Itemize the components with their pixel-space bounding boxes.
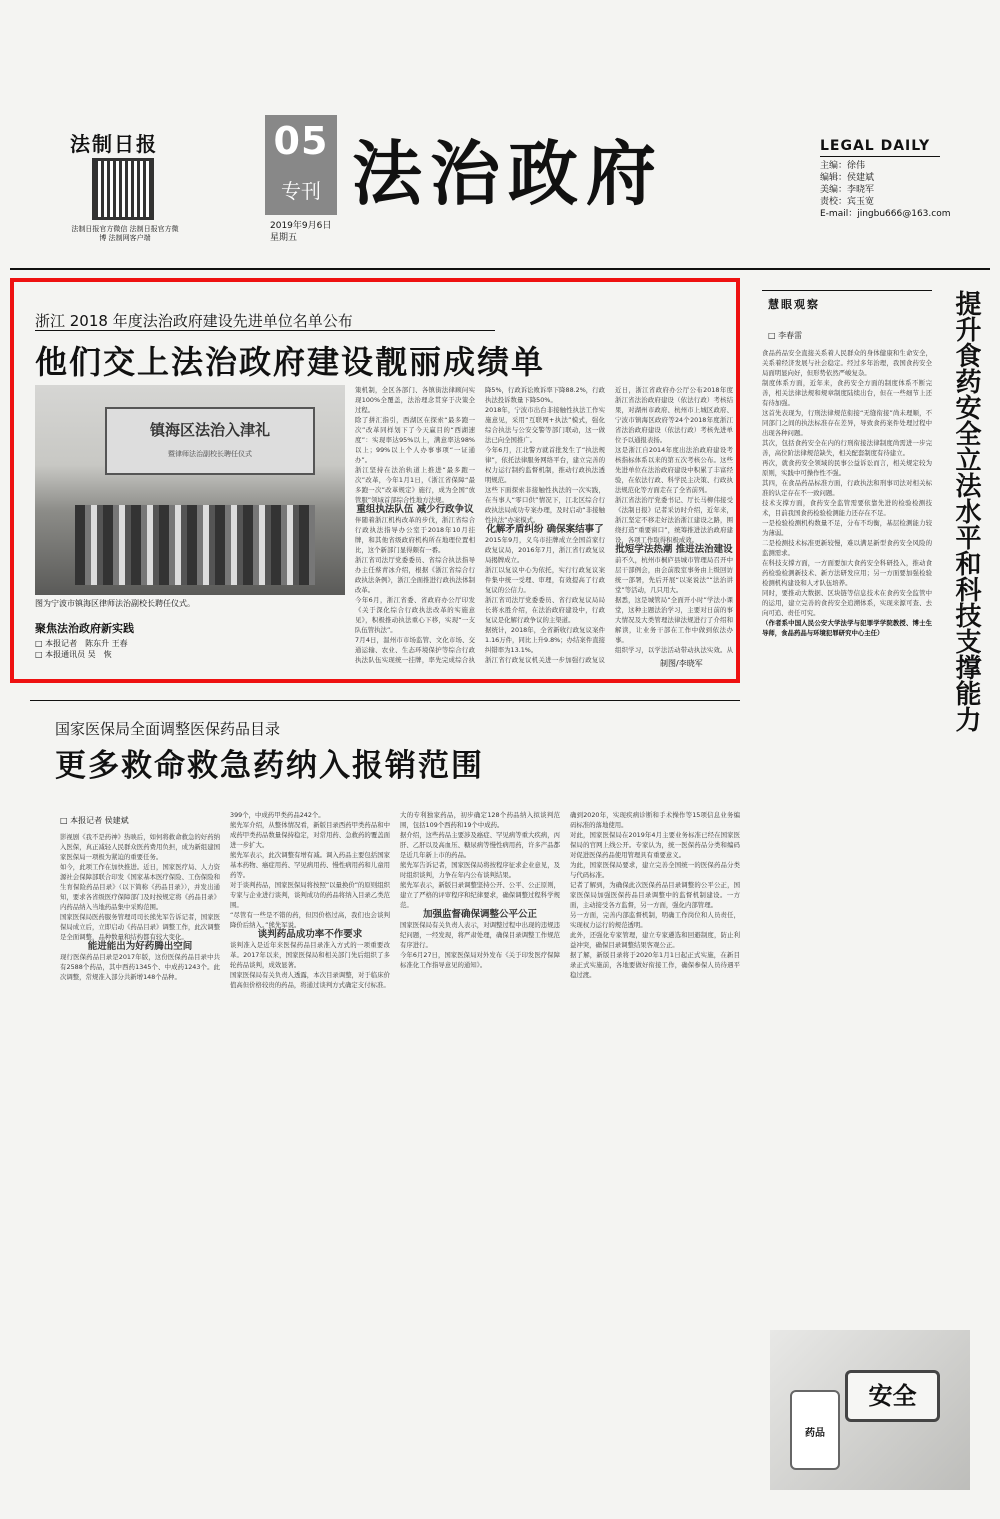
paragraph: 除了拼汇指引，西湖区在探索“最多跑一次”改革同样划下了今天赢目的“西湖速度”：实现率达95%以上，满意率达98%以上；99%以上个人办事事项“一证通办”。 [355, 416, 475, 464]
paragraph: 如今，此项工作在加快推进。近日，国家医疗局、人力资源社会保障部联合印发《国家基本医疗保险、工伤保险和生育保险药品目录》（以下简称《药品目录》），并发出通知，要求各省级医疗保障部门及时按规定将《药品目录》内药品纳入当地药品集中采购范围。 [60, 863, 220, 911]
paragraph: 另一方面，完善内部监督机制，明确工作岗位和人员责任，实现权力运行的规范透明。 [570, 911, 740, 929]
paragraph: 399个，中成药甲类药品242个。 [230, 811, 325, 819]
paragraph: 国家医保局医药服务管理司司长熊先军告诉记者，国家医保局成立后，立即启动《药品目录》调整工作，此次调整是全面调整，品种数量和结构都有较大变化。 [60, 913, 220, 941]
paragraph: 同时，要推动大数据、区块链等信息技术在食药安全监管中的运用，建立完善的食药安全追溯体系，实现来源可查、去向可追、责任可究。 [762, 589, 932, 617]
weekday-text: 星期五 [270, 233, 298, 243]
sidebar-title: 提升食药安全立法水平和科技支撑能力 [951, 290, 981, 732]
subhead: 能进能出为好药腾出空间 [87, 941, 193, 952]
paragraph: 策机制，全区各部门、各镇街法律顾问实现100%全覆盖，法治理念贯穿于决策全过程。 [355, 386, 475, 414]
credit-line: 主编：徐伟 [820, 161, 866, 171]
subhead: 重组执法队伍 减少行政争议 [356, 504, 474, 515]
paragraph: 一是检验检测机构数量不足，分布不均衡，基层检测能力较为薄弱。 [762, 519, 932, 537]
paragraph: 技术支撑方面，食药安全监管需要依靠先进的检验检测技术，目前我国食药检验检测能力还存在不足。 [762, 499, 932, 517]
issue-date [270, 220, 331, 244]
bottle-label: 药品 [805, 1428, 825, 1439]
paragraph: 组织学习，以学法活动带动执法实效。从 [615, 646, 733, 654]
credit-line: 编辑：侯建斌 [820, 173, 875, 183]
subhead: 化解矛盾纠纷 确保案结事了 [486, 524, 604, 535]
paragraph: 国家医保局有关负责人表示，对调整过程中出现的违规违纪问题，一经发现，将严肃处理，确保目录调整工作规范有序进行。 [400, 921, 560, 949]
lead-column-c [485, 385, 605, 665]
paragraph: 2015年9月，义乌市挂牌成立全国首家行政复议局，2016年7月，浙江省行政复议局揭牌成立。 [485, 536, 605, 564]
credit-line: 责校：宾玉宽 [820, 197, 875, 207]
paragraph: 为此，国家医保局要求，建立完善全国统一的医保药品分类与代码标准。 [570, 861, 740, 879]
divider [35, 330, 495, 331]
paragraph: 降5%，行政诉讼败诉率下降88.2%，行政执法投诉数量下降50%。 [485, 386, 605, 404]
lead-column-b [355, 385, 475, 665]
paragraph: 记者了解到，为确保此次医保药品目录调整的公平公正，国家医保局加强医保药品目录调整中的监督机制建设。一方面，主动接受各方监督，另一方面，强化内部管理。 [570, 881, 740, 909]
paragraph: 浙江省司法厅党委委员、省综合执法指导办主任蔡青冰介绍，根据《浙江省综合行政执法条例》，浙江全面推进行政执法体制改革。 [355, 556, 475, 594]
author-note: （作者系中国人民公安大学法学与犯罪学学院教授、博士生导师，食品药品与环境犯罪研究中心主任） [762, 619, 932, 637]
medicine-bottle-icon [790, 1390, 840, 1470]
paragraph: 国家医保局有关负责人透露，本次目录调整，对于临床价值高但价格较贵的药品，将通过谈判方式确定支付标准。 [230, 971, 390, 989]
second-byline: □ 本报记者 侯建斌 [60, 816, 129, 825]
second-column-c [400, 810, 560, 1495]
paragraph: 据介绍，这些药品主要涉及癌症、罕见病等重大疾病，丙肝、乙肝以及高血压、糖尿病等慢性病用药，许多产品都是近几年新上市的药品。 [400, 831, 560, 859]
sidebar-column-tag: 慧眼观察 [768, 298, 820, 311]
section-number: 05 [273, 119, 329, 163]
section-label: 专刊 [281, 179, 321, 203]
editor-credits [820, 160, 951, 220]
paragraph: 这些下面探索非接触性执法的一次实践，在当事人“零口供”情况下，江北区综合行政执法局成功专案办理，及时启动“非接触性执法”办案模式。 [485, 486, 605, 524]
paragraph: 影视剧《我不是药神》热映后，如何将救命救急的好药纳入医保，真正减轻人民群众医药费用负担，成为新组建国家医保局一项极为紧迫的重要任务。 [60, 833, 220, 861]
byline-line: □ 本报记者 陈东升 王春 [35, 639, 128, 648]
paragraph: 近日，浙江省政府办公厅公布2018年度浙江省法治政府建设（依法行政）考核结果，对湖州市政府、杭州市上城区政府、宁波市镇海区政府等24个2018年度浙江省法治政府建设（依法行政）考核先进单位予以通报表扬。 [615, 386, 733, 444]
ceremony-photo [35, 385, 345, 595]
paragraph: 大的专利独家药品，初步确定128个药品纳入拟谈判范围，包括109个西药和19个中成药。 [400, 811, 560, 829]
paragraph: 今年6月，江北警方就首批发生了“执法规律”，依托法律服务网络平台，建立完善的权力运行制约监督机制，推动行政执法透明规范。 [485, 446, 605, 484]
paragraph: 2018年，宁波市出台非接触性执法工作实施意见，采用“互联网+执法”模式，强化综合执法与公安交警等部门联动，这一做法已向全国推广。 [485, 406, 605, 444]
paragraph: 浙江坚持在法治轨道上推进“最多跑一次”改革，今年1月1日，《浙江省保障“最多跑一次”改革规定》施行，成为全国“放管服”领域首部综合性地方法规。 [355, 466, 475, 504]
lead-headline: 他们交上法治政府建设靓丽成绩单 [35, 343, 546, 381]
paragraph: 据统计，2018年，全省新收行政复议案件1.16万件，同比上升9.8%；办结案件直接纠错率为13.1%。 [485, 626, 605, 654]
paragraph: 熊先军表示，新版目录调整坚持公开、公平、公正原则，建立了严格的评审程序和纪律要求，确保调整过程科学规范。 [400, 881, 560, 909]
paragraph: 熊先军介绍，从整体情况看，新版目录西药甲类药品和中成药甲类药品数量保持稳定，对常用药、急救药的覆盖面进一步扩大。 [230, 821, 390, 849]
photo-crowd [75, 505, 315, 585]
lead-col1-text [35, 664, 185, 674]
food-safety-illustration [770, 1330, 970, 1490]
brand-english: LEGAL DAILY [820, 138, 931, 154]
paragraph: 制度体系方面，近年来，食药安全方面的制度体系不断完善，相关法律法规和规章制度陆续出台，但在一些细节上还有待加强。 [762, 379, 932, 407]
paragraph: 这首先表现为，行刑法律规范衔接“无缝衔接”尚未理顺，不同部门之间的执法标准存在差异，导致食药案件处理过程中出现各种问题。 [762, 409, 932, 437]
masthead-divider [10, 268, 990, 270]
date-text: 2019年9月6日 [270, 221, 332, 231]
subhead: 批短学法热潮 推进法治建设 [615, 544, 733, 555]
second-kicker: 国家医保局全面调整医保药品目录 [55, 720, 281, 738]
paragraph: 二是检测技术标准更新较慢，难以满足新型食药安全风险的监测需求。 [762, 539, 932, 557]
graphic-credit: 制图/李晓军 [660, 659, 703, 668]
paragraph: 熊先军告诉记者，国家医保局将按程序征求企业意见，及时组织谈判，力争在年内公布谈判结果。 [400, 861, 560, 879]
paragraph: 其四，在食品药品标准方面，行政执法和刑事司法对相关标准的认定存在不一致问题。 [762, 479, 932, 497]
section-badge [265, 115, 337, 215]
divider [820, 156, 940, 157]
paragraph: 谈判准入是近年来医保药品目录准入方式的一项重要改革。2017年以来，国家医保局和相关部门先后组织了多轮药品谈判，成效显著。 [230, 941, 390, 969]
second-column-b [230, 810, 390, 1495]
subhead: 加强监督确保调整公平公正 [422, 909, 537, 920]
photo-caption: 图为宁波市镇海区律师法治副校长聘任仪式。 [35, 599, 195, 608]
lead-byline [35, 638, 128, 660]
paragraph: 在科技支撑方面，一方面要加大食药安全科研投入，推动食药检验检测新技术、新方法研发应用；另一方面要加强检验检测机构建设和人才队伍培养。 [762, 559, 932, 587]
second-headline: 更多救命救急药纳入报销范围 [55, 748, 484, 784]
paragraph: 食品药品安全直接关系着人民群众的身体健康和生命安全，关系着经济发展与社会稳定。经过多年治理，我国食药安全局面明显向好，但形势依然严峻复杂。 [762, 349, 932, 377]
column-tag: 聚焦法治政府新实践 [35, 622, 134, 635]
paragraph: 前不久，杭州市桐庐县城市管理局召开中层干部例会，由会前股室事务由上级回访统一部署，先后开展“以案说法”“法治讲堂”等活动，几只用大。 [615, 556, 733, 594]
paragraph: 确到2020年，实现疾病诊断和手术操作等15项信息业务编码标准的落地使用。 [570, 811, 740, 829]
divider [30, 700, 740, 701]
paragraph: 据悉，这是城管局“全面开小时”学法小课堂，这种主题法治学习，主要对日前的事大情况及大类管理法律法规进行了介绍和解读，让业务干部在工作中做到依法办事。 [615, 596, 733, 644]
lead-kicker: 浙江 2018 年度法治政府建设先进单位名单公布 [35, 312, 353, 330]
page-title: 法治政府 [352, 132, 664, 215]
paragraph: 7月4日，温州市市场监管、文化市场、交通运输、农业、生态环境保护等综合行政执法队伍实现统一挂牌，率先完成综合执 [355, 636, 475, 664]
safety-stamp: 安全 [845, 1370, 940, 1422]
paragraph: “尽管有一些是不错的药，但因价格过高，我们也会谈判降价后纳入。”熊先军说。 [230, 911, 390, 929]
credit-line: E-mail：jingbu666@163.com [820, 209, 951, 219]
banner-title: 镇海区法治入津礼 [149, 421, 270, 439]
paragraph: 其次，包括食药安全在内的行刑衔接法律制度尚需进一步完善，高位阶法律规范缺失，相关配套制度有待建立。 [762, 439, 932, 457]
paragraph: 浙江省司法厅党委委员、省行政复议局局长蒋永胜介绍，在法治政府建设中，行政复议是化解行政争议的主渠道。 [485, 596, 605, 624]
paragraph: 这是浙江自2014年度出法治政府建设考核指标体系以来的第五次考核公布。这些先进单位在法治政府建设中积累了丰富经验，在依法行政、科学民主决策、行政执法规范化等方面走在了全省前列。 [615, 446, 733, 494]
lead-column-d [615, 385, 733, 655]
paragraph: 此外，还强化专家管理，建立专家遴选和回避制度，防止利益冲突，确保目录调整结果客观公正。 [570, 931, 740, 949]
paragraph: 现行医保药品目录是2017年版，这份医保药品目录中共有2588个药品，其中西药1345个、中成药1243个。此次调整，常规准入部分共新增148个品种。 [60, 953, 220, 981]
credit-line: 美编：李晓军 [820, 185, 875, 195]
paragraph: 浙江省法治厅党委书记、厅长马柳伟接受《法制日报》记者采访时介绍，近年来，浙江坚定不移走好法治浙江建设之路，围绕打造“重要窗口”，统筹推进法治政府建设，各项工作取得积极成效。 [615, 496, 733, 544]
paragraph: 今年6月27日，国家医保局对外发布《关于印发医疗保障标准化工作指导意见的通知》。 [400, 951, 560, 969]
paragraph: 今年6月，浙江省委、省政府办公厅印发《关于深化综合行政执法改革的实施意见》，积极推动执法重心下移，实现“一支队伍管执法”。 [355, 596, 475, 634]
second-column-d [570, 810, 740, 1495]
qr-caption: 法制日报官方微信 法制日报官方微博 法制网客户端 [71, 225, 179, 242]
paragraph: 对此，国家医保局在2019年4月主要业务标准已经在国家医保局的官网上线公开。专家认为，统一医保药品分类和编码对促进医保药品使用管理具有重要意义。 [570, 831, 740, 859]
banner-subtitle: 暨律师法治副校长聘任仪式 [168, 450, 252, 458]
second-column-a [60, 832, 220, 1492]
divider [762, 290, 932, 291]
paragraph: 对于谈判药品，国家医保局将按照“以量换价”的原则组织专家与企业进行谈判，谈判成功的药品将纳入目录乙类范围。 [230, 881, 390, 909]
qr-code-icon [92, 158, 154, 220]
paragraph: 浙江以复议中心为依托，实行行政复议案件集中统一受理、审理，有效提高了行政复议的公信力。 [485, 566, 605, 594]
byline-line: □ 本报通讯员 吴 恢 [35, 650, 112, 659]
paragraph: 浙江省行政复议机关进一步加强行政复议 [485, 656, 605, 664]
paragraph: 熊先军表示，此次调整有增有减。调入药品主要包括国家基本药物、癌症用药、罕见病用药、慢性病用药和儿童用药等。 [230, 851, 390, 879]
subhead: 谈判药品成功率不作要求 [257, 929, 363, 940]
sidebar-body [762, 348, 932, 1318]
paragraph: 伴随着浙江机构改革的步伐，浙江省综合行政执法指导办公室于2018年10月挂牌，和其他省级政府机构所在地理位置相比，这个新部门显得颇有一番。 [355, 516, 475, 554]
paragraph: 据了解，新版目录将于2020年1月1日起正式实施，在新目录正式实施前，各地要做好衔接工作，确保参保人员待遇平稳过渡。 [570, 951, 740, 979]
paragraph: 再次，就食药安全领域的民事公益诉讼而言，相关规定较为原则，实践中可操作性不强。 [762, 459, 932, 477]
sidebar-byline: □ 李春雷 [768, 331, 803, 340]
photo-banner [105, 407, 315, 475]
newspaper-logo: 法制日报 [70, 132, 158, 156]
